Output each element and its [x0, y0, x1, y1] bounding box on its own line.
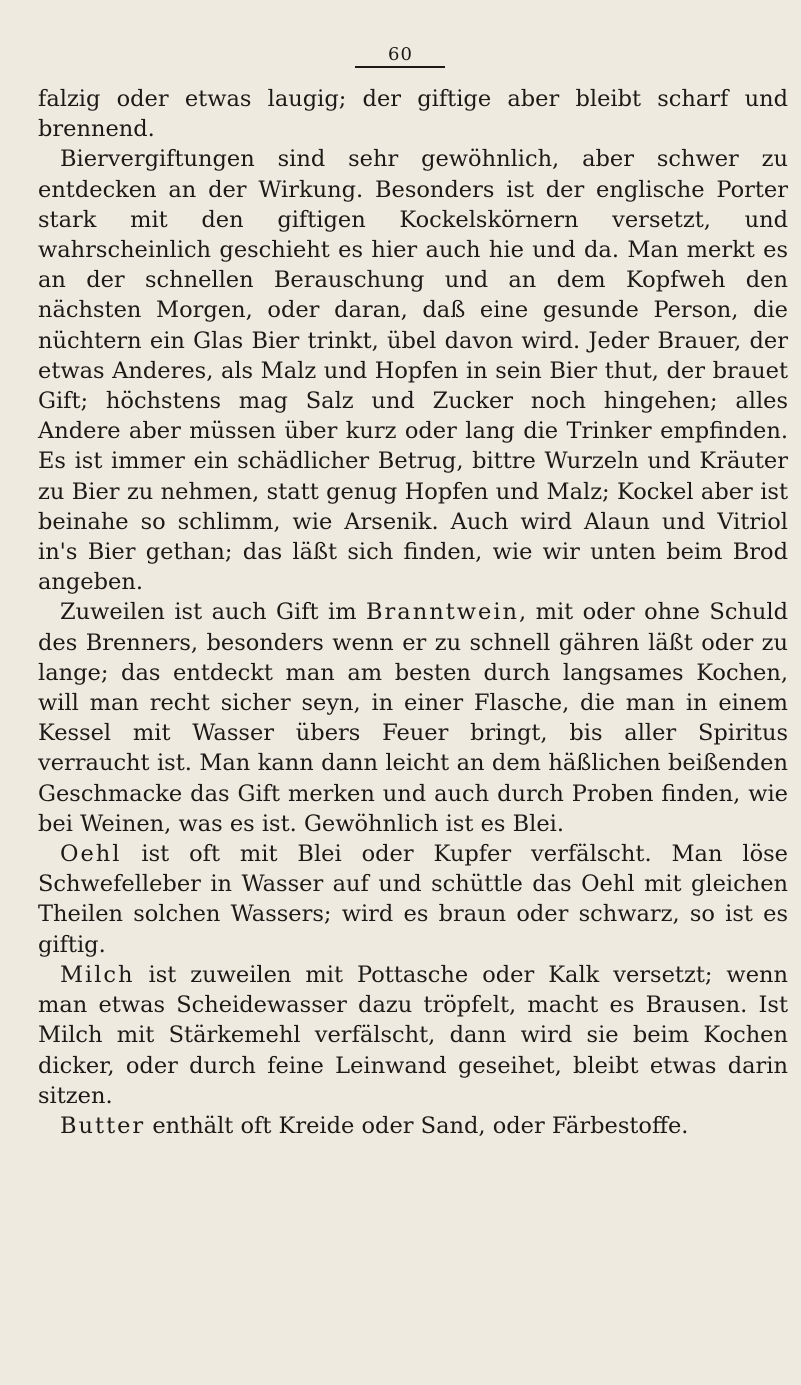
keyword-brandy: Branntwein [366, 599, 520, 626]
paragraph-brandy [38, 597, 788, 839]
paragraph-text: Biervergiftungen sind sehr gewöhnlich, aber schwer zu entdecken an der Wirkung. Besonders ist der englische Porter stark mit den giftigen Kockelskörnern versetzt, und wahrscheinlich geschieht es hier auch hie und da. Man merkt es an der schnellen Berauschung und an dem Kopfweh den nächsten Morgen, oder daran, daß eine gesunde Person, die nüchtern ein Glas Bier trinkt, übel davon wird. Jeder Brauer, der etwas Anderes, als Malz und Hopfen in sein Bier thut, der brauet Gift; höchstens mag Salz und Zucker noch hingehen; alles Andere aber müssen über kurz oder lang die Trinker empfinden. Es ist immer ein schädlicher Betrug, bittre Wurzeln und Kräuter zu Bier zu nehmen, statt genug Hopfen und Malz; Kockel aber ist beinahe so schlimm, wie Arsenik. Auch wird Alaun und Vitriol in's Bier gethan; das läßt sich finden, wie wir unten beim Brod angeben. [38, 146, 788, 596]
body-text [38, 84, 788, 1141]
paragraph-butter [38, 1111, 788, 1141]
paragraph-text: Zuweilen ist auch Gift im [60, 599, 367, 626]
page-number: 60 [388, 44, 413, 65]
keyword-oil: Oehl [60, 841, 122, 868]
paragraph-text: falzig oder etwas laugig; der giftige aber bleibt scharf und brennend. [38, 86, 788, 143]
keyword-milk: Milch [60, 961, 135, 988]
keyword-butter: Butter [60, 1112, 146, 1139]
paragraph-continuation [38, 84, 788, 144]
paragraph-oil [38, 839, 788, 960]
paragraph-text: , mit oder ohne Schuld des Brenners, besonders wenn er zu schnell gähren läßt oder zu lange; das entdeckt man am besten durch langsames Kochen, will man recht sicher seyn, in einer Flasche, die man in einem Kessel mit Wasser übers Feuer bringt, bis aller Spiritus verraucht ist. Man kann dann leicht an dem häßlichen beißenden Geschmacke das Gift merken und auch durch Proben finden, wie bei Weinen, was es ist. Gewöhnlich ist es Blei. [38, 599, 789, 837]
paragraph-milk [38, 960, 788, 1111]
paragraph-text: enthält oft Kreide oder Sand, oder Färbestoffe. [145, 1112, 689, 1139]
paragraph-text: ist zuweilen mit Pottasche oder Kalk versetzt; wenn man etwas Scheidewasser dazu tröpfelt, macht es Brausen. Ist Milch mit Stärkemehl verfälscht, dann wird sie beim Kochen dicker, oder durch feine Leinwand geseihet, bleibt etwas darin sitzen. [38, 961, 788, 1109]
paragraph-beer-poisoning [38, 144, 788, 597]
paragraph-text: ist oft mit Blei oder Kupfer verfälscht. Man löse Schwefelleber in Wasser auf und schüttle das Oehl mit gleichen Theilen solchen Wassers; wird es braun oder schwarz, so ist es giftig. [38, 841, 788, 958]
header-rule [355, 66, 445, 68]
